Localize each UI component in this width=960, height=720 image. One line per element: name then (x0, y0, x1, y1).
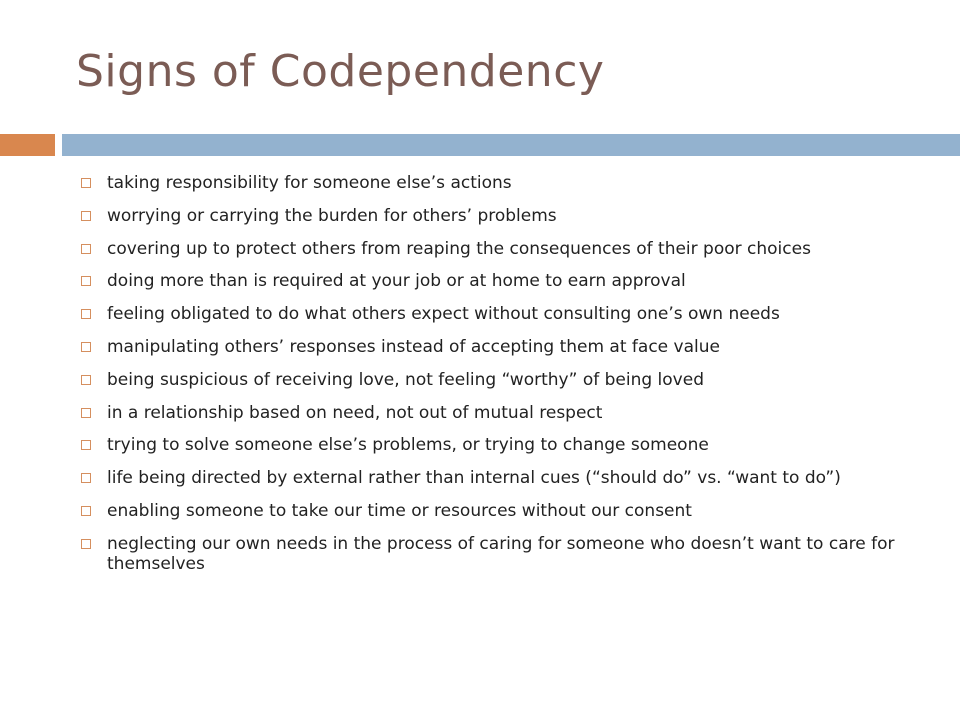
bullet-list (76, 173, 906, 587)
square-bullet-icon (81, 440, 91, 450)
bullet-item (76, 403, 906, 423)
square-bullet-icon (81, 375, 91, 385)
bullet-text: taking responsibility for someone else’s actions (107, 173, 512, 193)
square-bullet-icon (81, 342, 91, 352)
bullet-item (76, 534, 906, 574)
bullet-text: feeling obligated to do what others expect without consulting one’s own needs (107, 304, 780, 325)
square-bullet-icon (81, 276, 91, 286)
bullet-item (76, 239, 906, 259)
bullet-item (76, 206, 906, 226)
bullet-item (76, 271, 906, 291)
square-bullet-icon (81, 473, 91, 483)
slide-title: Signs of Codependency (76, 46, 605, 97)
bullet-text: worrying or carrying the burden for others’ problems (107, 205, 557, 226)
square-bullet-icon (81, 408, 91, 418)
bullet-item (76, 468, 906, 488)
accent-bar-left (0, 134, 55, 156)
bullet-item (76, 173, 906, 193)
bullet-text: trying to solve someone else’s problems, or trying to change someone (107, 435, 709, 456)
bullet-text: neglecting our own needs in the process of caring for someone who doesn’t want to care for themselves (107, 533, 895, 574)
square-bullet-icon (81, 539, 91, 549)
square-bullet-icon (81, 309, 91, 319)
accent-bar-right (62, 134, 960, 156)
bullet-item (76, 501, 906, 521)
bullet-item (76, 370, 906, 390)
bullet-item (76, 435, 906, 455)
bullet-text: manipulating others’ responses instead of accepting them at face value (107, 336, 720, 357)
bullet-text: being suspicious of receiving love, not feeling “worthy” of being loved (107, 369, 704, 390)
bullet-text: covering up to protect others from reaping the consequences of their poor choices (107, 238, 811, 259)
square-bullet-icon (81, 211, 91, 221)
bullet-item (76, 304, 906, 324)
square-bullet-icon (81, 244, 91, 254)
bullet-text: enabling someone to take our time or resources without our consent (107, 500, 692, 521)
square-bullet-icon (81, 178, 91, 188)
bullet-text: life being directed by external rather than internal cues (“should do” vs. “want to do”) (107, 468, 841, 489)
bullet-item (76, 337, 906, 357)
bullet-text: doing more than is required at your job or at home to earn approval (107, 271, 686, 292)
square-bullet-icon (81, 506, 91, 516)
bullet-text: in a relationship based on need, not out of mutual respect (107, 402, 603, 423)
